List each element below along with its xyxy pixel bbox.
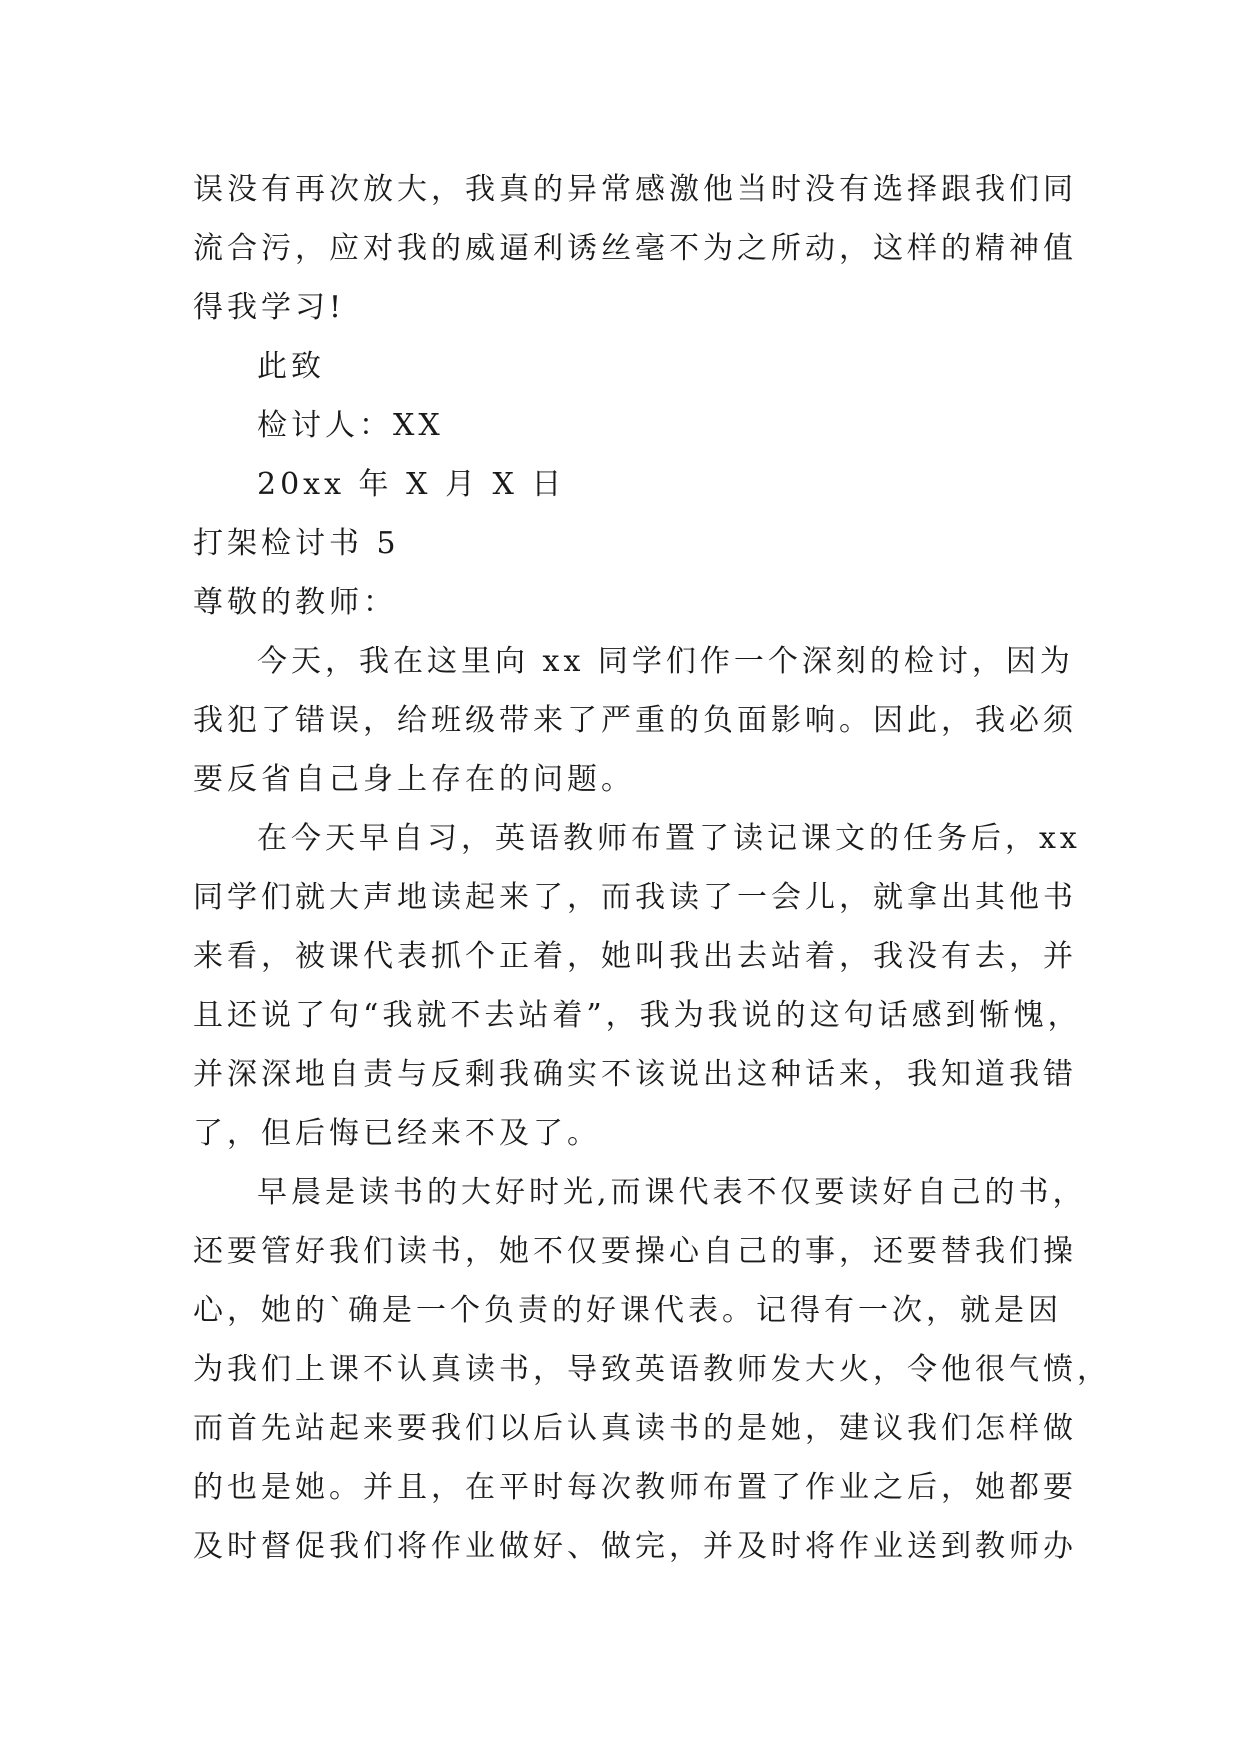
paragraph-first-line: 在今天早自习，英语教师布置了读记课文的任务后，xx (257, 821, 1081, 856)
paragraph-first-line: 今天，我在这里向 xx 同学们作一个深刻的检讨，因为 (257, 644, 1074, 679)
date-line: 20xx 年 X 月 X 日 (257, 467, 566, 502)
text-line: 而首先站起来要我们以后认真读书的是她，建议我们怎样做 (193, 1411, 1077, 1446)
closing-salutation: 此致 (257, 349, 325, 384)
section-title: 打架检讨书 5 (193, 526, 400, 561)
text-line: 了，但后悔已经来不及了。 (193, 1116, 601, 1151)
text-line: 为我们上课不认真读书，导致英语教师发大火，令他很气愤， (193, 1352, 1111, 1387)
document-page (193, 160, 1111, 1576)
paragraph-first-line: 早晨是读书的大好时光,而课代表不仅要读好自己的书， (257, 1175, 1087, 1210)
text-line: 并深深地自责与反剩我确实不该说出这种话来，我知道我错 (193, 1057, 1077, 1092)
text-line: 我犯了错误，给班级带来了严重的负面影响。因此，我必须 (193, 703, 1077, 738)
greeting-line: 尊敬的教师： (193, 585, 397, 620)
signature-line: 检讨人：XX (257, 408, 444, 443)
text-line: 心，她的`确是一个负责的好课代表。记得有一次，就是因 (193, 1293, 1062, 1328)
text-line: 及时督促我们将作业做好、做完，并及时将作业送到教师办 (193, 1529, 1077, 1564)
text-line: 来看，被课代表抓个正着，她叫我出去站着，我没有去，并 (193, 939, 1077, 974)
text-line: 且还说了句“我就不去站着”，我为我说的这句话感到惭愧， (193, 998, 1082, 1033)
text-line: 得我学习! (193, 290, 346, 325)
text-line: 同学们就大声地读起来了，而我读了一会儿，就拿出其他书 (193, 880, 1077, 915)
text-line: 还要管好我们读书，她不仅要操心自己的事，还要替我们操 (193, 1234, 1077, 1269)
text-line: 的也是她。并且，在平时每次教师布置了作业之后，她都要 (193, 1470, 1077, 1505)
text-line: 流合污，应对我的威逼利诱丝毫不为之所动，这样的精神值 (193, 231, 1077, 266)
text-line: 要反省自己身上存在的问题。 (193, 762, 635, 797)
text-line: 误没有再次放大，我真的异常感激他当时没有选择跟我们同 (193, 172, 1077, 207)
